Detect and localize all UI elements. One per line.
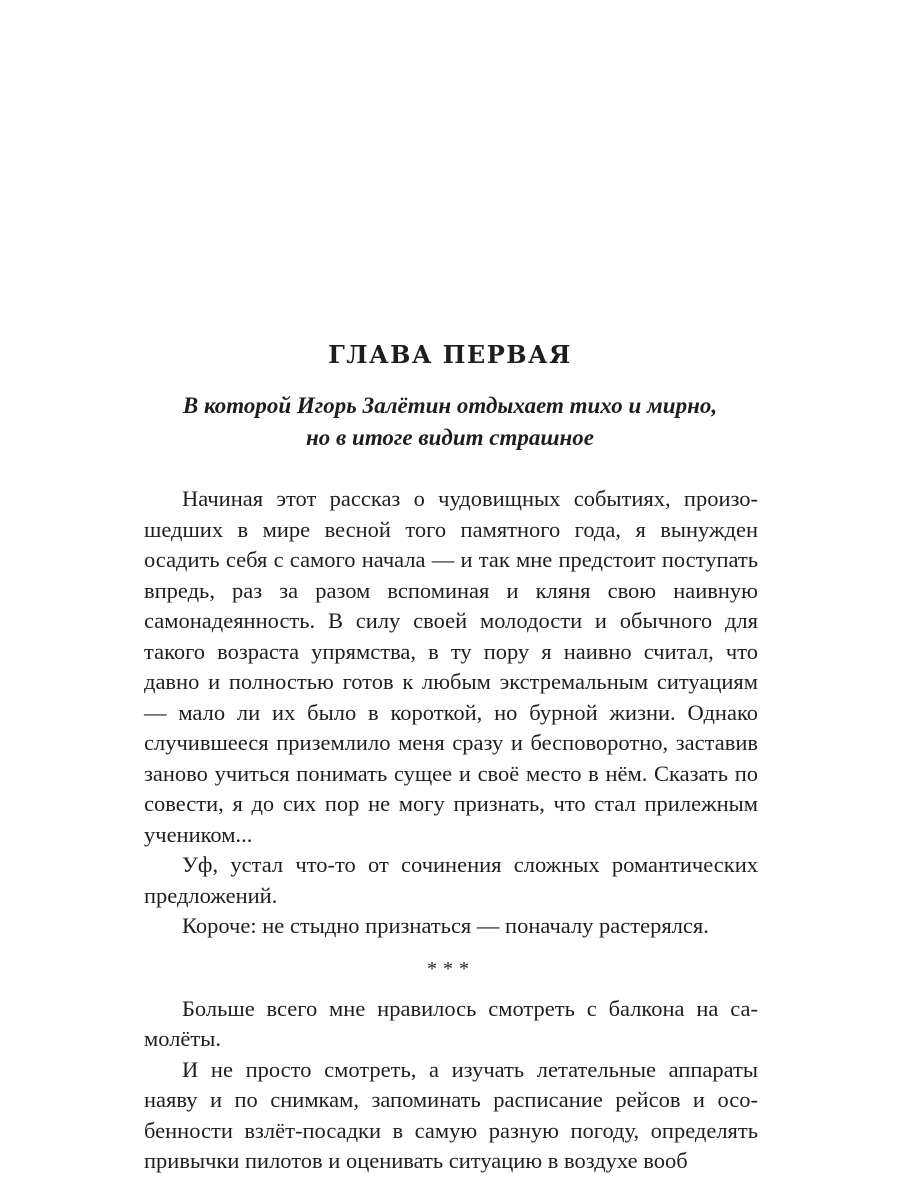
paragraph: Начиная этот рассказ о чудовищных событиях, произошедших в мире весной того памятного года, я вынужден осадить себя с самого начала — и так мне предстоит поступать впредь, раз за разом вспоминая и кляня свою наивную самонадеянность. В силу своей молодости и обычного для такого возраста упрямства, в ту пору я наивно считал, что давно и полностью готов к любым экстремальным ситуациям — мало ли их было в короткой, но бурной жизни. Однако случившееся приземлило меня сразу и бесповоротно, заставив заново учиться понимать сущее и своё место в нём. Сказать по совести, я до сих пор не могу признать, что стал прилежным учеником... [144, 486, 758, 847]
chapter-subtitle [0, 390, 900, 454]
paragraph: И не просто смотреть, а изучать летательные аппараты наяву и по снимкам, запоминать расписание рейсов и особенности взлёт-посадки в самую разную погоду, определять привычки пилотов и оценивать ситуацию в воздухе вооб [144, 1056, 758, 1173]
paragraph: Уф, устал что-то от сочинения сложных романтических предложений. [144, 852, 758, 908]
chapter-subtitle-line-1: В которой Игорь Залётин отдыхает тихо и мирно, [182, 393, 718, 418]
chapter-title: ГЛАВА ПЕРВАЯ [328, 340, 572, 369]
paragraph: Больше всего мне нравилось смотреть с балкона на самолёты. [144, 995, 758, 1051]
chapter-subtitle-line-2: но в итоге видит страшное [305, 425, 595, 450]
chapter-body [144, 484, 758, 1177]
section-separator: *** [427, 957, 475, 980]
paragraph: Короче: не стыдно признаться — поначалу растерялся. [182, 913, 709, 938]
